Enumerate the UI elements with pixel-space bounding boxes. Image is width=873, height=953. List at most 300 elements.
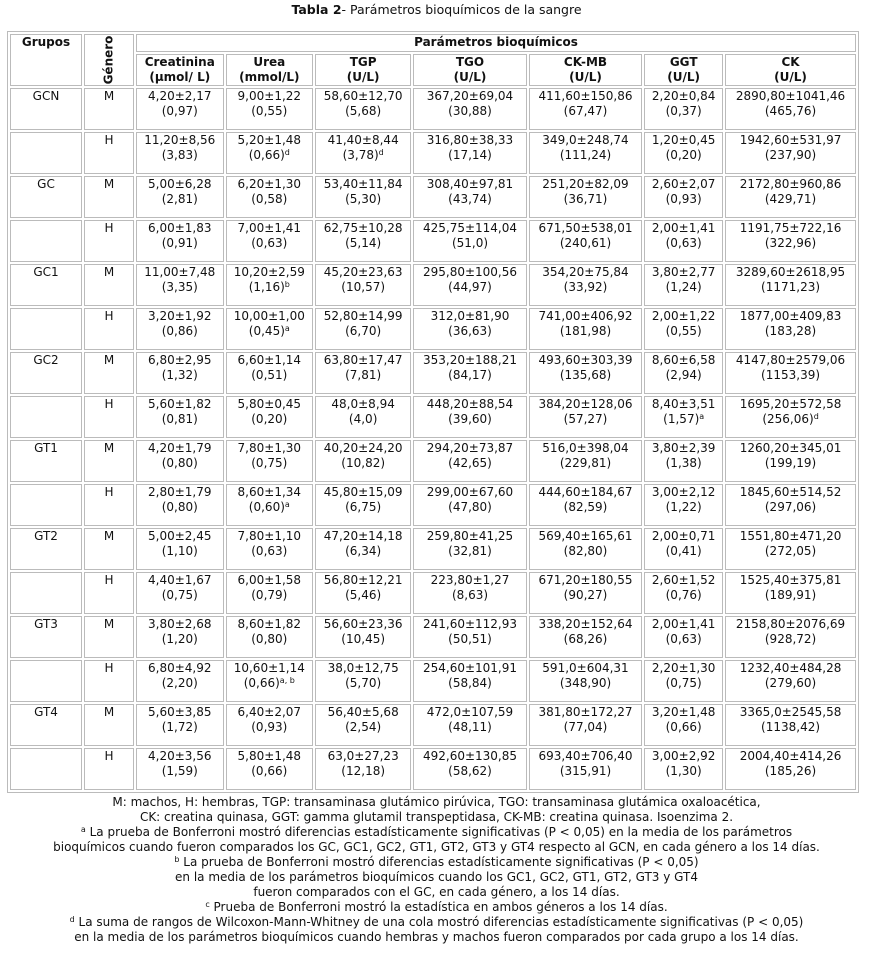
group-cell [10, 220, 82, 262]
std-error [229, 192, 311, 207]
std-error-value: (0,75) [161, 588, 198, 602]
std-error-value: (465,76) [764, 104, 817, 118]
value-cell [644, 704, 723, 746]
value-cell [725, 176, 856, 218]
value-cell [226, 220, 314, 262]
std-error [416, 236, 524, 251]
mean-sd: 11,00±7,48 [144, 265, 216, 279]
std-error-value: (5,70) [345, 676, 382, 690]
value-cell [725, 308, 856, 350]
mean-sd: 6,80±4,92 [148, 661, 212, 675]
mean-sd: 56,80±12,21 [323, 573, 403, 587]
mean-sd: 2,20±0,84 [651, 89, 716, 103]
mean-sd: 384,20±128,06 [538, 397, 633, 411]
mean-sd: 6,20±1,30 [237, 177, 302, 191]
std-error [532, 280, 640, 295]
significance-mark: d [813, 412, 819, 421]
mean-sd: 295,80±100,56 [422, 265, 518, 279]
mean-sd: 254,60±101,91 [422, 661, 518, 675]
footnote-text: en la media de los parámetros bioquímicos cuando hembras y machos fueron comparados por cada grupo a los 14 días. [74, 930, 799, 944]
mean-sd: 472,0±107,59 [426, 705, 514, 719]
mean-sd: 6,60±1,14 [237, 353, 302, 367]
std-error [139, 500, 221, 515]
header-genero-text: Género [101, 35, 116, 85]
std-error-value: (0,55) [251, 104, 288, 118]
footnote-line [0, 915, 873, 930]
mean-sd: 41,40±8,44 [327, 133, 399, 147]
footnote-text: La prueba de Bonferroni mostró diferencias estadísticamente significativas (P < 0,05) [179, 855, 699, 869]
mean-sd: 741,00±406,92 [538, 309, 633, 323]
value-cell [725, 572, 856, 614]
std-error [647, 500, 720, 515]
std-error [139, 764, 221, 779]
mean-sd: 38,0±12,75 [327, 661, 399, 675]
std-error-value: (50,51) [448, 632, 492, 646]
std-error [728, 544, 853, 559]
sex-cell: H [84, 308, 134, 350]
value-cell [136, 352, 224, 394]
column-header-name: GGT [669, 55, 698, 69]
std-error [139, 720, 221, 735]
std-error [728, 368, 853, 383]
std-error [318, 192, 408, 207]
mean-sd: 2,80±1,79 [148, 485, 212, 499]
std-error-value: (237,90) [764, 148, 817, 162]
mean-sd: 3,00±2,12 [651, 485, 716, 499]
std-error-value: (0,86) [161, 324, 198, 338]
header-parametros: Parámetros bioquímicos [136, 34, 856, 52]
value-cell [644, 220, 723, 262]
std-error [318, 632, 408, 647]
std-error-value: (256,06) [762, 412, 814, 426]
std-error-value: (4,0) [348, 412, 378, 426]
table-row [10, 660, 856, 702]
value-cell [413, 748, 527, 790]
mean-sd: 259,80±41,25 [426, 529, 514, 543]
std-error [318, 588, 408, 603]
mean-sd: 1260,20±345,01 [739, 441, 842, 455]
group-cell [10, 264, 82, 306]
std-error-value: (0,80) [161, 500, 198, 514]
footnote-line [0, 810, 873, 825]
value-cell [315, 352, 411, 394]
table-row [10, 264, 856, 306]
std-error-value: (36,71) [563, 192, 608, 206]
std-error [416, 324, 524, 339]
footnotes [0, 795, 873, 945]
column-header-name: CK [781, 55, 800, 69]
std-error [229, 588, 311, 603]
std-error [139, 368, 221, 383]
value-cell [136, 704, 224, 746]
mean-sd: 2004,40±414,26 [739, 749, 842, 763]
std-error [229, 676, 311, 691]
std-error-value: (0,93) [665, 192, 702, 206]
mean-sd: 8,40±3,51 [651, 397, 716, 411]
significance-mark: a [284, 500, 290, 509]
std-error-value: (1153,39) [761, 368, 821, 382]
mean-sd: 2,60±1,52 [651, 573, 716, 587]
std-error-value: (1,16) [248, 280, 285, 294]
std-error-value: (1,38) [665, 456, 702, 470]
std-error-value: (0,76) [665, 588, 702, 602]
value-cell [315, 132, 411, 174]
std-error-value: (32,81) [448, 544, 492, 558]
std-error [647, 412, 720, 427]
std-error-value: (43,74) [448, 192, 492, 206]
mean-sd: 5,80±1,48 [237, 749, 302, 763]
std-error [647, 588, 720, 603]
std-error [416, 104, 524, 119]
value-cell [226, 484, 314, 526]
footnote-line [0, 930, 873, 945]
value-cell [644, 660, 723, 702]
footnote-mark: a [80, 825, 86, 834]
mean-sd: 7,80±1,10 [237, 529, 302, 543]
column-header-unit: (U/L) [569, 70, 602, 84]
std-error [139, 456, 221, 471]
table-caption [0, 2, 873, 17]
value-cell [413, 616, 527, 658]
std-error [728, 412, 853, 427]
std-error [416, 764, 524, 779]
column-header-name: Creatinina [144, 55, 215, 69]
column-header-unit: (U/L) [346, 70, 380, 84]
value-cell [644, 528, 723, 570]
value-cell [644, 572, 723, 614]
std-error-value: (1,22) [665, 500, 702, 514]
mean-sd: 223,80±1,27 [430, 573, 510, 587]
mean-sd: 1,20±0,45 [651, 133, 716, 147]
table-row [10, 220, 856, 262]
column-header [136, 54, 224, 86]
mean-sd: 10,20±2,59 [233, 265, 305, 279]
value-cell [136, 132, 224, 174]
mean-sd: 4,20±3,56 [148, 749, 212, 763]
mean-sd: 671,20±180,55 [538, 573, 633, 587]
footnote-text: fueron comparados con el GC, en cada género, a los 14 días. [253, 885, 620, 899]
std-error [318, 544, 408, 559]
std-error-value: (0,80) [161, 456, 198, 470]
std-error-value: (12,18) [341, 764, 386, 778]
std-error [728, 500, 853, 515]
std-error-value: (5,30) [345, 192, 382, 206]
sex-cell: M [84, 528, 134, 570]
value-cell [644, 484, 723, 526]
std-error-value: (0,66) [248, 148, 285, 162]
std-error-value: (6,34) [345, 544, 382, 558]
std-error [229, 764, 311, 779]
footnote-mark: c [205, 900, 210, 909]
table-row [10, 352, 856, 394]
value-cell [136, 748, 224, 790]
std-error-value: (1,20) [161, 632, 198, 646]
mean-sd: 1942,60±531,97 [739, 133, 842, 147]
value-cell [413, 440, 527, 482]
mean-sd: 48,0±8,94 [331, 397, 395, 411]
mean-sd: 4,40±1,67 [148, 573, 212, 587]
sex-cell: H [84, 572, 134, 614]
std-error [229, 368, 311, 383]
std-error [532, 764, 640, 779]
group-cell [10, 660, 82, 702]
std-error [647, 236, 720, 251]
mean-sd: 6,00±1,83 [148, 221, 212, 235]
std-error-value: (0,20) [251, 412, 288, 426]
value-cell [529, 352, 643, 394]
mean-sd: 338,20±152,64 [538, 617, 633, 631]
std-error-value: (6,70) [345, 324, 382, 338]
std-error [647, 544, 720, 559]
value-cell [315, 660, 411, 702]
mean-sd: 354,20±75,84 [542, 265, 629, 279]
table-row [10, 396, 856, 438]
mean-sd: 1695,20±572,58 [739, 397, 842, 411]
std-error [728, 720, 853, 735]
std-error-value: (33,92) [563, 280, 608, 294]
std-error [647, 764, 720, 779]
std-error-value: (47,80) [448, 500, 492, 514]
value-cell [644, 440, 723, 482]
column-header-unit: (U/L) [453, 70, 487, 84]
std-error-value: (229,81) [559, 456, 612, 470]
std-error-value: (1171,23) [761, 280, 821, 294]
std-error [139, 676, 221, 691]
mean-sd: 693,40±706,40 [538, 749, 633, 763]
significance-mark: d [284, 148, 290, 157]
std-error-value: (297,06) [764, 500, 817, 514]
value-cell [136, 660, 224, 702]
std-error-value: (0,41) [665, 544, 702, 558]
std-error [728, 456, 853, 471]
std-error [416, 456, 524, 471]
sex-cell: H [84, 132, 134, 174]
table-row [10, 440, 856, 482]
std-error-value: (1,57) [663, 412, 700, 426]
value-cell [529, 704, 643, 746]
std-error-value: (2,94) [665, 368, 702, 382]
std-error [416, 588, 524, 603]
mean-sd: 1551,80±471,20 [739, 529, 842, 543]
mean-sd: 63,0±27,23 [327, 749, 399, 763]
column-header-unit: (µmol/ L) [149, 70, 211, 84]
std-error-value: (189,91) [764, 588, 817, 602]
mean-sd: 6,40±2,07 [237, 705, 302, 719]
column-header-name: Urea [253, 55, 286, 69]
column-header [725, 54, 856, 86]
column-header-unit: (U/L) [774, 70, 807, 84]
caption-bold: Tabla 2 [291, 2, 342, 17]
std-error [318, 500, 408, 515]
std-error [229, 236, 311, 251]
mean-sd: 40,20±24,20 [323, 441, 403, 455]
table-body [10, 88, 856, 790]
std-error [532, 192, 640, 207]
value-cell [529, 616, 643, 658]
std-error-value: (8,63) [451, 588, 489, 602]
column-header [226, 54, 314, 86]
mean-sd: 308,40±97,81 [426, 177, 514, 191]
value-cell [413, 88, 527, 130]
std-error-value: (3,83) [161, 148, 198, 162]
mean-sd: 11,20±8,56 [144, 133, 216, 147]
std-error-value: (51,0) [451, 236, 489, 250]
std-error [728, 192, 853, 207]
value-cell [725, 704, 856, 746]
group-cell [10, 396, 82, 438]
std-error-value: (67,47) [563, 104, 608, 118]
mean-sd: 349,0±248,74 [542, 133, 629, 147]
mean-sd: 5,80±0,45 [237, 397, 302, 411]
std-error [318, 324, 408, 339]
std-error-value: (1,72) [161, 720, 198, 734]
column-header [529, 54, 643, 86]
value-cell [315, 88, 411, 130]
footnote-text: Prueba de Bonferroni mostró la estadística en ambos géneros a los 14 días. [209, 900, 668, 914]
group-name: GC2 [33, 353, 59, 367]
mean-sd: 45,80±15,09 [323, 485, 403, 499]
std-error [647, 148, 720, 163]
sex-cell: M [84, 352, 134, 394]
footnote-line [0, 840, 873, 855]
std-error [532, 588, 640, 603]
std-error-value: (0,51) [251, 368, 288, 382]
std-error-value: (0,66) [243, 676, 280, 690]
std-error [416, 500, 524, 515]
mean-sd: 444,60±184,67 [538, 485, 633, 499]
group-cell [10, 484, 82, 526]
std-error-value: (77,04) [563, 720, 608, 734]
mean-sd: 2,20±1,30 [651, 661, 716, 675]
sex-cell: H [84, 660, 134, 702]
std-error-value: (0,20) [665, 148, 702, 162]
value-cell [413, 308, 527, 350]
significance-mark: a [284, 324, 290, 333]
std-error-value: (315,91) [559, 764, 612, 778]
value-cell [725, 396, 856, 438]
value-cell [725, 440, 856, 482]
sex-cell: M [84, 704, 134, 746]
std-error-value: (0,97) [161, 104, 198, 118]
std-error-value: (7,81) [345, 368, 382, 382]
std-error [728, 764, 853, 779]
sex-cell: M [84, 88, 134, 130]
group-cell [10, 440, 82, 482]
group-name: GT2 [34, 529, 58, 543]
value-cell [315, 308, 411, 350]
mean-sd: 8,60±1,82 [237, 617, 302, 631]
std-error-value: (1,30) [665, 764, 702, 778]
sex-cell: H [84, 396, 134, 438]
sex-cell: H [84, 484, 134, 526]
std-error-value: (2,81) [161, 192, 198, 206]
value-cell [136, 396, 224, 438]
mean-sd: 58,60±12,70 [323, 89, 403, 103]
std-error [728, 632, 853, 647]
mean-sd: 516,0±398,04 [542, 441, 629, 455]
std-error [728, 588, 853, 603]
value-cell [315, 704, 411, 746]
value-cell [315, 748, 411, 790]
value-cell [315, 220, 411, 262]
std-error [416, 544, 524, 559]
value-cell [413, 176, 527, 218]
std-error-value: (183,28) [764, 324, 817, 338]
footnote-text: La suma de rangos de Wilcoxon-Mann-Whitney de una cola mostró diferencias estadísticamente significativas (P < 0,05) [74, 915, 804, 929]
mean-sd: 425,75±114,04 [422, 221, 518, 235]
value-cell [413, 660, 527, 702]
column-header [413, 54, 527, 86]
mean-sd: 448,20±88,54 [426, 397, 514, 411]
std-error [229, 148, 311, 163]
value-cell [226, 176, 314, 218]
table-row [10, 528, 856, 570]
std-error [416, 632, 524, 647]
std-error [416, 676, 524, 691]
mean-sd: 47,20±14,18 [323, 529, 403, 543]
caption-rest: - Parámetros bioquímicos de la sangre [341, 2, 582, 17]
std-error-value: (90,27) [563, 588, 608, 602]
std-error-value: (2,20) [161, 676, 198, 690]
std-error [139, 588, 221, 603]
mean-sd: 4,20±2,17 [148, 89, 212, 103]
table-row [10, 88, 856, 130]
group-cell [10, 308, 82, 350]
std-error-value: (39,60) [448, 412, 492, 426]
std-error-value: (0,91) [161, 236, 198, 250]
value-cell [644, 352, 723, 394]
column-header [644, 54, 723, 86]
std-error-value: (84,17) [448, 368, 492, 382]
column-header-unit: (mmol/L) [239, 70, 300, 84]
footnote-text: M: machos, H: hembras, TGP: transaminasa glutámico pirúvica, TGO: transaminasa glutámica oxaloacética, [112, 795, 761, 809]
std-error [647, 324, 720, 339]
value-cell [315, 396, 411, 438]
std-error-value: (58,62) [448, 764, 492, 778]
group-name: GCN [32, 89, 60, 103]
std-error-value: (0,66) [251, 764, 288, 778]
footnote-line [0, 825, 873, 840]
std-error-value: (0,93) [251, 720, 288, 734]
value-cell [315, 616, 411, 658]
significance-mark: a, b [279, 676, 295, 685]
sex-cell: H [84, 748, 134, 790]
std-error-value: (1138,42) [761, 720, 821, 734]
value-cell [725, 264, 856, 306]
value-cell [226, 748, 314, 790]
std-error [532, 500, 640, 515]
group-name: GT3 [34, 617, 58, 631]
mean-sd: 5,00±2,45 [148, 529, 212, 543]
value-cell [644, 616, 723, 658]
std-error [318, 236, 408, 251]
significance-mark: b [284, 280, 290, 289]
value-cell [226, 396, 314, 438]
value-cell [413, 264, 527, 306]
std-error-value: (44,97) [448, 280, 492, 294]
std-error [728, 148, 853, 163]
mean-sd: 241,60±112,93 [422, 617, 518, 631]
value-cell [136, 616, 224, 658]
std-error-value: (6,75) [345, 500, 382, 514]
value-cell [315, 528, 411, 570]
table-row [10, 572, 856, 614]
mean-sd: 2172,80±960,86 [739, 177, 842, 191]
mean-sd: 3,00±2,92 [651, 749, 716, 763]
mean-sd: 5,60±3,85 [148, 705, 212, 719]
mean-sd: 2,00±1,41 [651, 617, 716, 631]
footnote-mark: b [174, 855, 180, 864]
